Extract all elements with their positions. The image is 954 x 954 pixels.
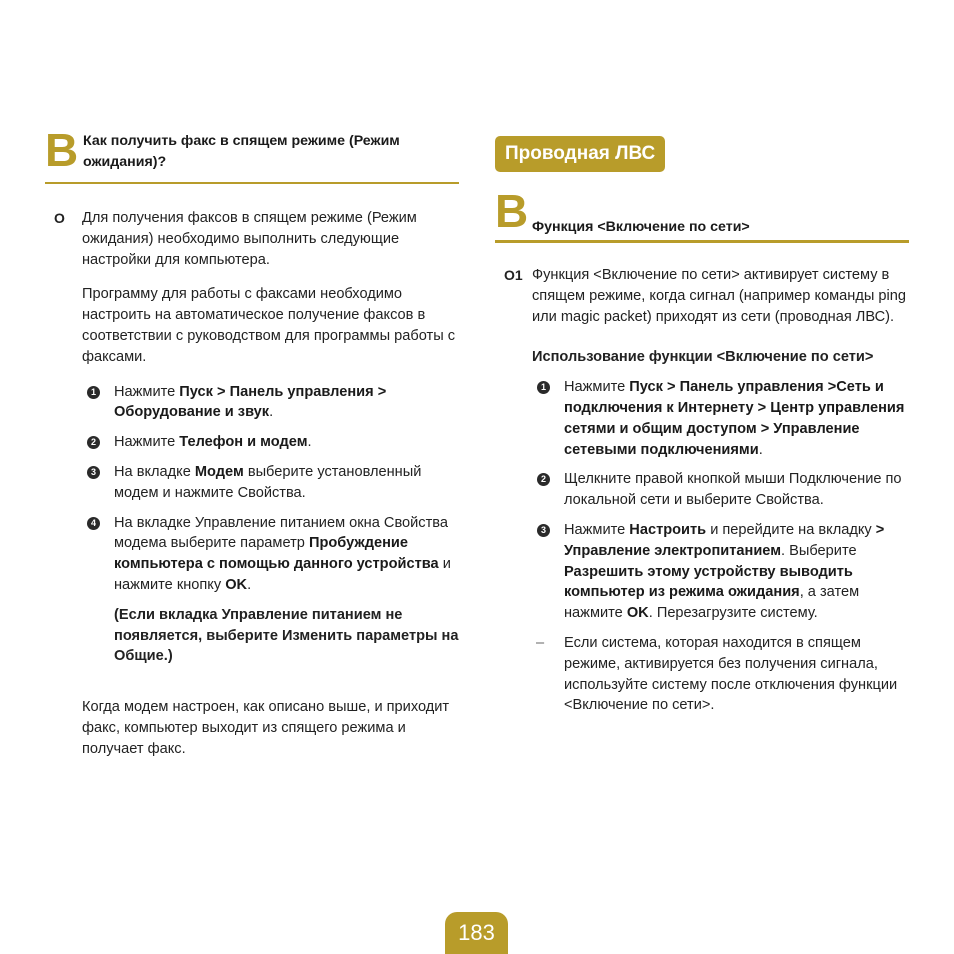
step-bold: Настроить (629, 521, 707, 538)
left-column (45, 125, 459, 774)
step-number: 1 (87, 386, 100, 399)
step-bold: Модем (194, 463, 244, 480)
answer-marker: O (54, 210, 65, 226)
step-text: Нажмите (114, 434, 180, 451)
step-3 (532, 520, 909, 624)
step-text: и перейдите на вкладку (706, 521, 876, 538)
step-number: 4 (87, 517, 100, 530)
answer-block (495, 265, 909, 716)
step-text: и нажмите кнопку (114, 556, 451, 593)
right-column (495, 125, 909, 716)
answer-block (45, 208, 459, 760)
question-marker: B (495, 185, 529, 237)
question-marker: B (45, 124, 79, 176)
answer-marker: O1 (504, 267, 523, 283)
step-text: Нажмите (564, 521, 630, 538)
step-number: 2 (87, 436, 100, 449)
page-number: 183 (445, 912, 508, 954)
step-number: 3 (87, 466, 100, 479)
answer-paragraph: Программу для работы с факсами необходимо настроить на автоматическое получение факсов в соответствии с руководством для программы работы с факсами. (82, 286, 456, 365)
step-3 (82, 462, 459, 504)
step-text: . Перезагрузите систему. (648, 605, 818, 622)
subtitle: Использование функции <Включение по сети> (532, 349, 874, 366)
step-2 (82, 432, 459, 453)
dash-note-text: Если система, которая находится в спящем режиме, активируется без получения сигнала, используйте систему после отключения функции <Включение по сети>. (564, 634, 898, 714)
question-header (45, 125, 459, 184)
dash-marker: – (536, 634, 545, 651)
step-bold: > Управление электропитанием (564, 521, 885, 559)
step-bold: Телефон и модем (179, 434, 308, 451)
step-1 (82, 382, 459, 424)
step-text: выберите установленный модем и нажмите Свойства. (114, 463, 422, 501)
step-number: 3 (537, 524, 550, 537)
question-header (495, 185, 909, 243)
question-text: Как получить факс в спящем режиме (Режим ожидания)? (83, 133, 400, 170)
step-text: . (307, 434, 312, 451)
step-number: 1 (537, 381, 550, 394)
step-bold: Пуск > Панель управления > Оборудование и звук (114, 383, 387, 421)
step-1 (532, 377, 909, 460)
step-4 (82, 513, 459, 596)
closing-paragraph: Когда модем настроен, как описано выше, и приходит факс, компьютер выходит из спящего режима и получает факс. (82, 699, 450, 757)
question-text: Функция <Включение по сети> (532, 219, 750, 235)
step-text: На вкладке (114, 463, 195, 480)
answer-intro: Для получения факсов в спящем режиме (Режим ожидания) необходимо выполнить следующие настройки для компьютера. (82, 210, 417, 268)
step-bold: OK (626, 605, 649, 622)
step-text: Щелкните правой кнопкой мыши Подключение по локальной сети и выберите Свойства. (564, 471, 902, 509)
step-text: . (269, 404, 274, 421)
step-bold: Пробуждение компьютера с помощью данного устройства (114, 535, 439, 573)
dash-note (532, 633, 909, 716)
step-text: Нажмите (564, 379, 630, 396)
step-text: . (247, 576, 252, 593)
step-bold: OK (225, 576, 248, 593)
step-bold: Разрешить этому устройству выводить компьютер из режима ожидания (564, 563, 853, 601)
answer-intro: Функция <Включение по сети> активирует систему в спящем режиме, когда сигнал (например команды ping или magic packet) приходят из сети (проводная ЛВС). (532, 267, 906, 325)
step-text: На вкладке Управление питанием окна Свойства модема выберите параметр (114, 514, 448, 552)
step-bold: Пуск > Панель управления >Сеть и подключения к Интернету > Центр управления сетями и общим доступом > Управление сетевыми подключениями (564, 379, 905, 458)
step-number: 2 (537, 473, 550, 486)
step-text: Нажмите (114, 383, 180, 400)
step-text: . (758, 441, 763, 458)
note: (Если вкладка Управление питанием не появляется, выберите Изменить параметры на Общие.) (114, 606, 459, 665)
step-2 (532, 469, 909, 511)
section-title: Проводная ЛВС (495, 136, 665, 172)
step-text: . Выберите (781, 542, 857, 559)
step-text: , а затем нажмите (564, 584, 860, 622)
